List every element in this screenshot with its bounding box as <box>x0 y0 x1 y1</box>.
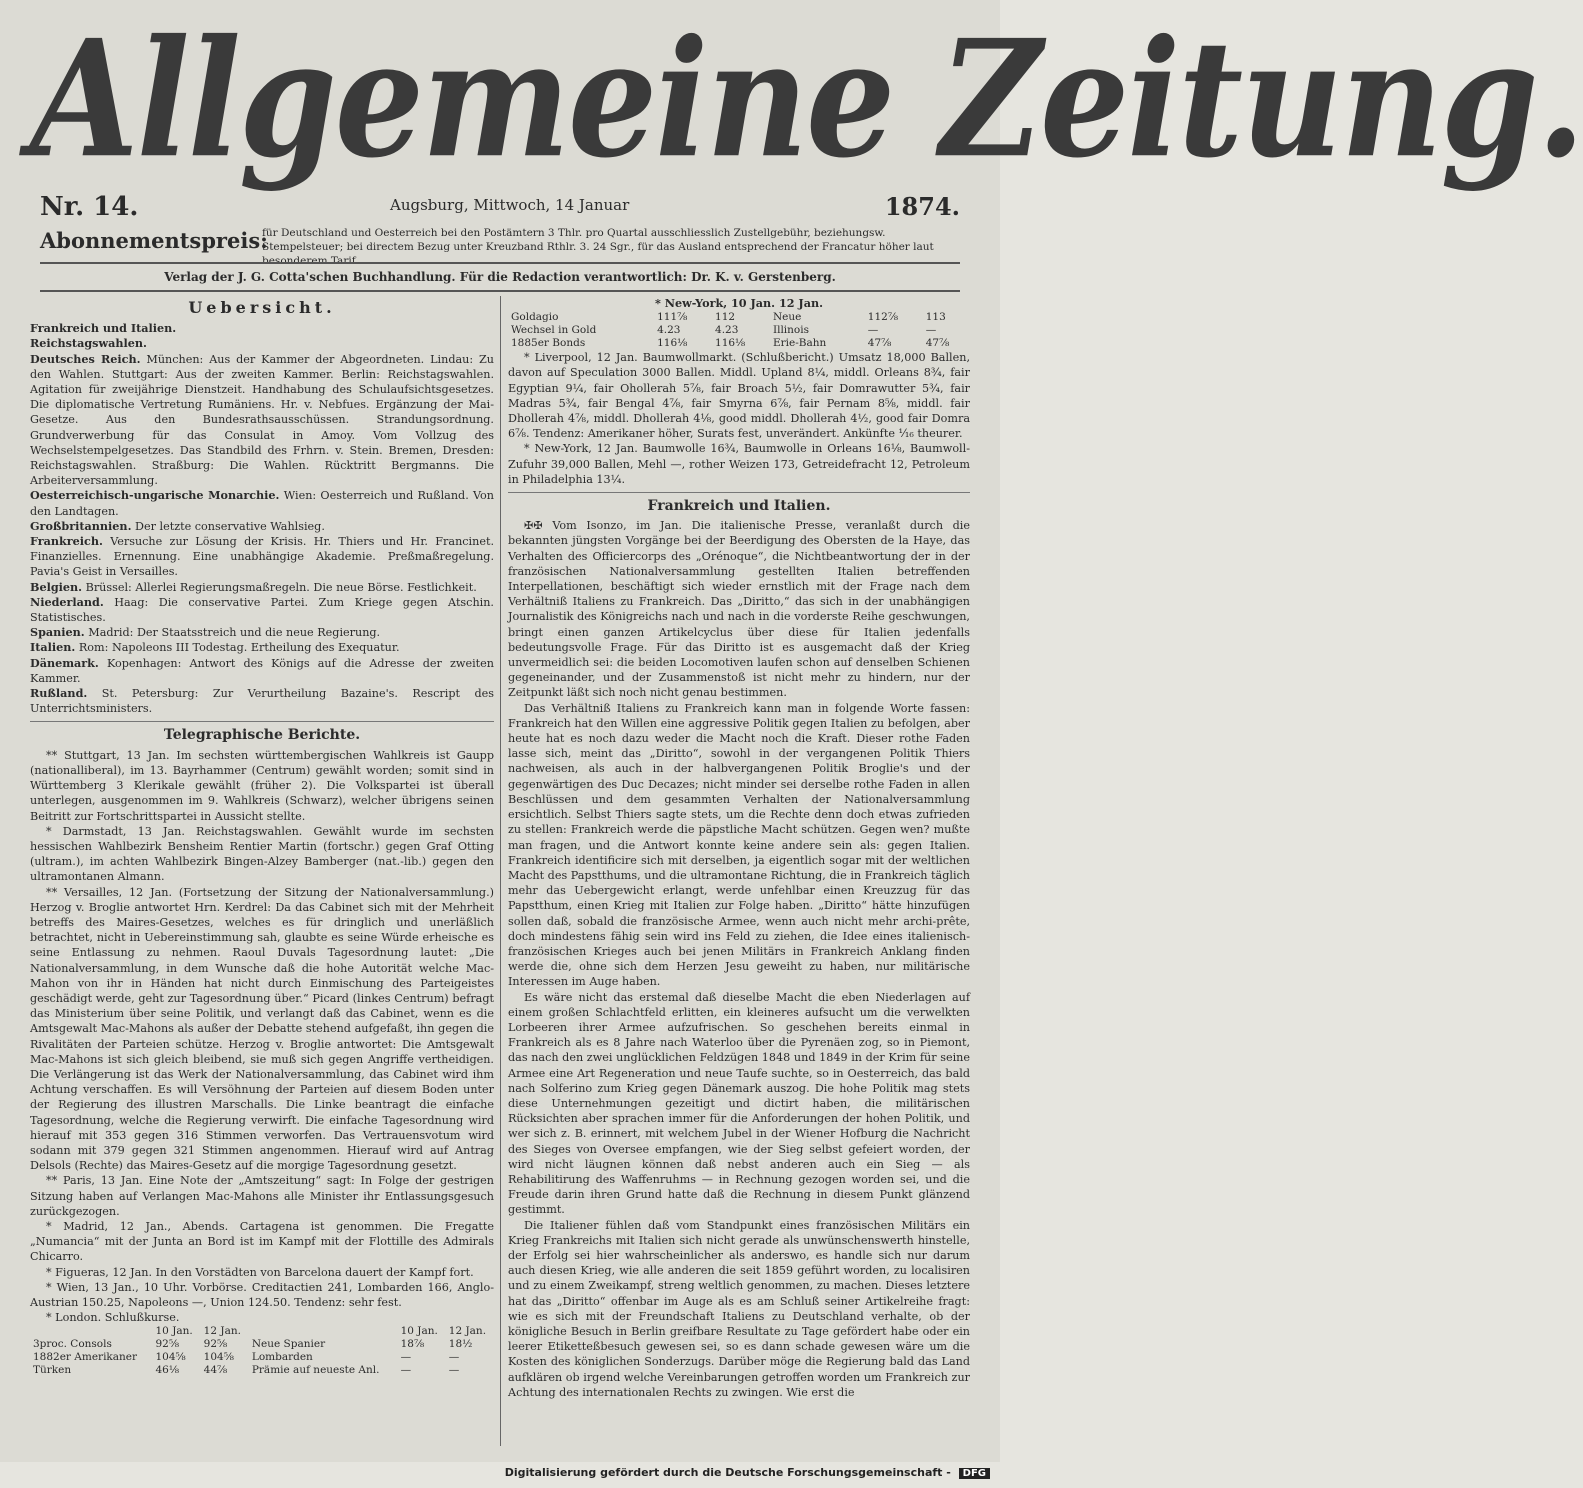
overview-item: Belgien. Brüssel: Allerlei Regierungsmaßregeln. Die neue Börse. Festlichkeit. <box>30 579 477 594</box>
overview-sub-1: Frankreich und Italien. <box>30 321 177 336</box>
overview-item: Großbritannien. Der letzte conservative Wahlsieg. <box>30 518 325 533</box>
telegraph-report: * Darmstadt, 13 Jan. Reichstagswahlen. Gewählt wurde im sechsten hessischen Wahlbezirk Bensheim Rentier Martin (fortschr.) gegen Graf Otting (ultram.), im achten Wahlbezirk Bingen-Alzey Bamberger (nat.-lib.) gegen den ultramontanen Almann. <box>30 824 494 884</box>
table-row: Goldagio 111⅞ 112 Neue 112⅞ 113 <box>511 311 946 324</box>
newyork-quotes-table <box>508 311 970 350</box>
issue-year: 1874. <box>884 192 960 221</box>
telegraph-heading: Telegraphische Berichte. <box>163 727 361 744</box>
article-paragraph: Die Italiener fühlen daß vom Standpunkt eines französischen Militärs ein Krieg Frankreichs mit Italien sich nicht gerade als unwünschenswerth hinstelle, der Erfolg sei hier wahrscheinlicher als anderswo, es handle sich nur darum auch diesen Krieg, wie alle anderen die seit 1859 geführt worden, zu localisiren und zu einem Zweikampf, streng weltlich genommen, zu machen. Dieses letztere hat das „Diritto“ offenbar im Auge als es am Schluß seiner Artikelreihe fragt: wie es sich mit der Freundschaft Italiens zu Deutschland verhalte, ob der königliche Besuch in Berlin greifbare Resultate zu Tage gefördert habe oder ein leerer Etiketteßbesuch gewesen sei, so es dann schade gewesen wäre um die Kosten des königlichen Sonderzugs. Darüber möge die Regierung bald das Land aufklären ob irgend welche Vereinbarungen getroffen worden um Frankreich zur Achtung des internationalen Rechts zu zwingen. Wie erst die <box>508 1218 970 1399</box>
overview-item: Italien. Rom: Napoleons III Todestag. Ertheilung des Exequatur. <box>30 640 400 655</box>
newyork-quotes-title: * New-York, 10 Jan. 12 Jan. <box>654 296 823 310</box>
subscription-info <box>40 226 960 267</box>
telegraph-report: * Madrid, 12 Jan., Abends. Cartagena ist genommen. Die Fregatte „Numancia“ mit der Junta an Bord ist im Kampf mit der Flottille des Admirals Chicarro. <box>30 1219 494 1264</box>
table-row: Türken 46⅛ 44⅞ Prämie auf neueste Anl. — — <box>33 1364 460 1377</box>
overview-item: Rußland. St. Petersburg: Zur Verurtheilung Bazaine's. Rescript des Unterrichtsministers. <box>30 686 494 716</box>
table-row: 1885er Bonds 116⅛ 116⅛ Erie-Bahn 47⅞ 47⅞ <box>511 337 950 350</box>
right-column <box>508 296 970 1436</box>
liverpool-report: * Liverpool, 12 Jan. Baumwollmarkt. (Schlußbericht.) Umsatz 18,000 Ballen, davon auf Speculation 3000 Ballen. Middl. Upland 8¼, middl. Orleans 8¾, fair Egyptian 9¼, fair Ohollerah 5⅞, fair Broach 5½, fair Domrawutter 5¾, fair Madras 5¾, fair Bengal 4⅞, fair Smyrna 6⅞, fair Pernam 8⅝, middl. fair Dhollerah 4⅞, middl. Dhollerah 4⅛, good middl. Dhollerah 4½, good fair Domra 6⅞. Tendenz: Amerikaner höher, Surats fest, unverändert. Ankünfte ⅟₁₆ theurer. <box>508 351 970 441</box>
newyork-report: * New-York, 12 Jan. Baumwolle 16¾, Baumwolle in Orleans 16⅛, Baumwoll-Zufuhr 39,000 Ballen, Mehl —, rother Weizen 173, Getreidefracht 12, Petroleum in Philadelphia 13¼. <box>508 442 970 486</box>
telegraph-report: * London. Schlußkurse. <box>46 1311 180 1325</box>
overview-item: Frankreich. Versuche zur Lösung der Krisis. Hr. Thiers und Hr. Francinet. Finanzielles. Ernennung. Eine unabhängige Akademie. Preßmaßregelung. Pavia's Geist in Versailles. <box>30 534 494 579</box>
subscription-text: für Deutschland und Oesterreich bei den Postämtern 3 Thlr. pro Quartal ausschliesslich Zustellgebühr, beziehungsw. Stempelsteuer; bei directem Bezug unter Kreuzband Rthlr. 3. 24 Sgr., für das Ausland entsprechend der Francatur höher laut besonderem Tarif. <box>262 227 934 267</box>
dateline <box>40 192 960 222</box>
footer-text: Digitalisierung gefördert durch die Deutsche Forschungsgemeinschaft - <box>504 1466 951 1479</box>
header-rule-bottom <box>40 290 960 292</box>
table-row: Wechsel in Gold 4.23 4.23 Illinois — — <box>511 324 937 337</box>
telegraph-report: ** Versailles, 12 Jan. (Fortsetzung der Sitzung der Nationalversammlung.) Herzog v. Broglie antwortet Hrn. Kerdrel: Da das Cabinet sich mit der Mehrheit betreffs des Maires-Gesetzes, welches es für dringlich und unerläßlich betrachtet, nicht in Uebereinstimmung sah, glaubte es seine Würde erheische es seine Entlassung zu nehmen. Raoul Duvals Tagesordnung lautet: „Die Nationalversammlung, in dem Wunsche daß die hohe Autorität welche Mac-Mahon von ihr in Händen hat nicht durch Einmischung des Parteigeistes geschädigt werde, geht zur Tagesordnung über.“ Picard (linkes Centrum) befragt das Ministerium über seine Politik, und verlangt daß das Cabinet, wenn es die Amtsgewalt Mac-Mahons als außer der Debatte stehend aufgefaßt, ihn gegen die Rivalitäten der Parteien schütze. Herzog v. Broglie antwortet: Die Amtsgewalt Mac-Mahons ist sich gleich bleibend, sie muß sich gegen Angriffe vertheidigen. Die Verlängerung ist das Werk der Nationalversammlung, das Cabinet wird ihm Achtung verschaffen. Es will Versöhnung der Parteien auf diesem Boden unter der Regierung des illustren Marschalls. Die Linke beantragt die einfache Tagesordnung, welche die Regierung verwirft. Die einfache Tagesordnung wird hierauf mit 353 gegen 316 Stimmen verworfen. Das Vertrauensvotum wird sodann mit 379 gegen 321 Stimmen angenommen. Hierauf wird auf Antrag Delsols (Rechte) das Maires-Gesetz auf die morgige Tagesordnung gesetzt. <box>30 885 494 1173</box>
table-row: 3proc. Consols 92⅝ 92⅝ Neue Spanier 18⅞ 18½ <box>33 1338 473 1351</box>
telegraph-report: ** Stuttgart, 13 Jan. Im sechsten württembergischen Wahlkreis ist Gaupp (nationalliberal), im 13. Bayrhammer (Centrum) gewählt worden; somit sind in Württemberg 3 Klerikale gewählt (früher 2). Die Volkspartei ist überall unterlegen, ausgenommen im 9. Wahlkreis (Schwarz), welcher übrigens seinen Beitritt zur Fortschrittspartei in Aussicht stellte. <box>30 748 494 823</box>
digitization-footer <box>0 1466 990 1486</box>
france-italy-heading: Frankreich und Italien. <box>647 498 831 515</box>
subscription-label: Abonnementspreis: <box>40 228 268 253</box>
telegraph-report: * Figueras, 12 Jan. In den Vorstädten von Barcelona dauert der Kampf fort. <box>46 1265 474 1279</box>
publisher-line: Verlag der J. G. Cotta'schen Buchhandlung. Für die Redaction verantwortlich: Dr. K. v. Gerstenberg. <box>164 270 836 284</box>
overview-item: Deutsches Reich. München: Aus der Kammer der Abgeordneten. Lindau: Zu den Wahlen. Stuttgart: Aus der zweiten Kammer. Berlin: Reichstagswahlen. Agitation für zweijährige Dienstzeit. Handhabung des Schulaufsichtsgesetzes. Die diplomatische Vertretung Rumäniens. Hr. v. Nebfues. Ergänzung der Mai-Gesetze. Aus den Bundesrathsausschüssen. Strandungsordnung. Grundverwerbung für das Consulat in Amoy. Vom Vollzug des Wechselstempelgesetzes. Das Standbild des Frhrn. v. Stein. Bremen, Dresden: Reichstagswahlen. Straßburg: Die Wahlen. Rücktritt Bergmanns. Die Arbeiterversammlung. <box>30 351 494 488</box>
article-paragraph: Das Verhältniß Italiens zu Frankreich kann man in folgende Worte fassen: Frankreich hat den Willen eine aggressive Politik gegen Italien zu befolgen, aber heute hat es noch dazu weder die Macht noch die Kraft. Dieser rothe Faden lasse sich, meint das „Diritto“, sowohl in der vergangenen Politik Thiers nachweisen, als auch in der halbvergangenen Politik Broglie's und der gegenwärtigen des Duc Decazes; nicht minder sei derselbe rothe Faden in allen Beschlüssen und dem gesammten Verhalten der Nationalversammlung ersichtlich. Selbst Thiers sagte stets, um die Rechte denn doch etwas zufrieden zu stellen: Frankreich werde die päpstliche Macht schützen. Gegen wen? mußte man fragen, und die Antwort konnte keine andere sein als: gegen Italien. Frankreich identificire sich mit derselben, ja eigentlich sogar mit der weltlichen Macht des Papstthums, und die ultramontane Richtung, die in Frankreich täglich mehr das Uebergewicht erlangt, werde unfehlbar einen Kreuzzug für das Papstthum, einen Krieg mit Italien zur Folge haben. „Diritto“ hätte hinzufügen sollen daß, sobald die französische Armee, wenn auch nicht mehr archi-prête, doch mindestens fähig sein wird ins Feld zu ziehen, die Idee eines italienisch-französischen Krieges auch bei jenen Militärs in Frankreich Anklang finden werde die, ohne sich dem Herzen Jesu geweiht zu haben, nur militärische Interessen im Auge haben. <box>508 701 970 989</box>
london-quotes-table: 10 Jan. 12 Jan. 10 Jan. 12 Jan. 3proc. Consols 92⅝ 92⅝ Neue Spanier 18⅞ 18½ 1882er Amerikaner 104⅝ 104⅝ Lombarden — — Türken 46⅛ 44⅞ Prämie auf neueste Anl. — — <box>30 1325 494 1377</box>
section-rule <box>30 721 494 722</box>
masthead-title: Allgemeine Zeitung. <box>30 5 1583 195</box>
overview-sub-2: Reichstagswahlen. <box>30 336 147 351</box>
telegraph-report: ** Paris, 13 Jan. Eine Note der „Amtszeitung“ sagt: In Folge der gestrigen Sitzung haben auf Verlangen Mac-Mahons alle Minister ihr Entlassungsgesuch zurückgezogen. <box>30 1174 494 1218</box>
overview-item: Oesterreichisch-ungarische Monarchie. Wien: Oesterreich und Rußland. Von den Landtagen. <box>30 488 494 518</box>
overview-item: Spanien. Madrid: Der Staatsstreich und die neue Regierung. <box>30 625 381 640</box>
left-column <box>30 296 494 1436</box>
dfg-logo: DFG <box>959 1468 990 1479</box>
article-paragraph: Es wäre nicht das erstemal daß dieselbe Macht die eben Niederlagen auf einem großen Schlachtfeld erlitten, ein kleineres aufsucht um die verwelkten Lorbeeren ihrer Armee aufzufrischen. So geschehen bereits einmal in Frankreich als es 8 Jahre nach Waterloo über die Pyrenäen zog, so in Piemont, das nach den zwei unglücklichen Feldzügen 1848 und 1849 in der Krim für seine Armee eine Art Regeneration und neue Taufe suchte, so in Oesterreich, das bald nach Solferino zum Krieg gegen Dänemark auszog. Die hohe Politik mag stets diese Unternehmungen gezeitigt und dictirt haben, die militärischen Rücksichten aber sprachen immer für die Anforderungen der hohen Politik, und wer sich z. B. erinnert, mit welchem Jubel in der Wiener Hofburg die Nachricht des Sieges von Oversee empfangen, wie der Sieg selbst gefeiert worden, der wird nicht läugnen können daß nebst anderen auch ein Sieg — als Rehabilitirung des Waffenruhms — in Rechnung gezogen worden sei, und die Freude darin ihren Grund hatte daß die Rechnung in diesem Punkt glänzend gestimmt. <box>508 990 970 1217</box>
issue-place-date: Augsburg, Mittwoch, 14 Januar <box>390 196 630 214</box>
table-row: 1882er Amerikaner 104⅝ 104⅝ Lombarden — — <box>33 1351 460 1364</box>
issue-number: Nr. 14. <box>40 192 139 222</box>
section-rule <box>508 492 970 493</box>
header-rule <box>40 262 960 264</box>
telegraph-report: * Wien, 13 Jan., 10 Uhr. Vorbörse. Creditactien 241, Lombarden 166, Anglo-Austrian 150.25, Napoleons —, Union 124.50. Tendenz: sehr fest. <box>30 1280 494 1309</box>
column-divider <box>500 296 501 1446</box>
article-paragraph: ✠✠ Vom Isonzo, im Jan. Die italienische Presse, veranlaßt durch die bekannten jüngsten Vorgänge bei der Beerdigung des Obersten de la Haye, das Verhalten des Officiercorps des „Orénoque“, die Nichtbeantwortung der in der französischen Nationalversammlung gestellten Italien betreffenden Interpellationen, beschäftigt sich wieder ernstlich mit der Frage nach dem Verhältniß Italiens zu Frankreich. Das „Diritto,“ das sich in der unabhängigen Journalistik des Königreichs nach und nach in die vorderste Reihe geschwungen, bringt einen ganzen Artikelcyclus über diese für Italien jedenfalls bedeutungsvolle Frage. Für das Diritto ist es ausgemacht daß der Krieg unvermeidlich sei: die beiden Locomotiven laufen schon auf denselben Schienen gegeneinander, und der Zusammenstoß ist nicht mehr zu hindern, nur der Zeitpunkt läßt sich noch nicht genau bestimmen. <box>508 519 970 700</box>
overview-heading: Uebersicht. <box>188 298 336 317</box>
overview-item: Niederland. Haag: Die conservative Partei. Zum Kriege gegen Atschin. Statistisches. <box>30 594 494 625</box>
overview-item: Dänemark. Kopenhagen: Antwort des Königs auf die Adresse der zweiten Kammer. <box>30 655 494 685</box>
